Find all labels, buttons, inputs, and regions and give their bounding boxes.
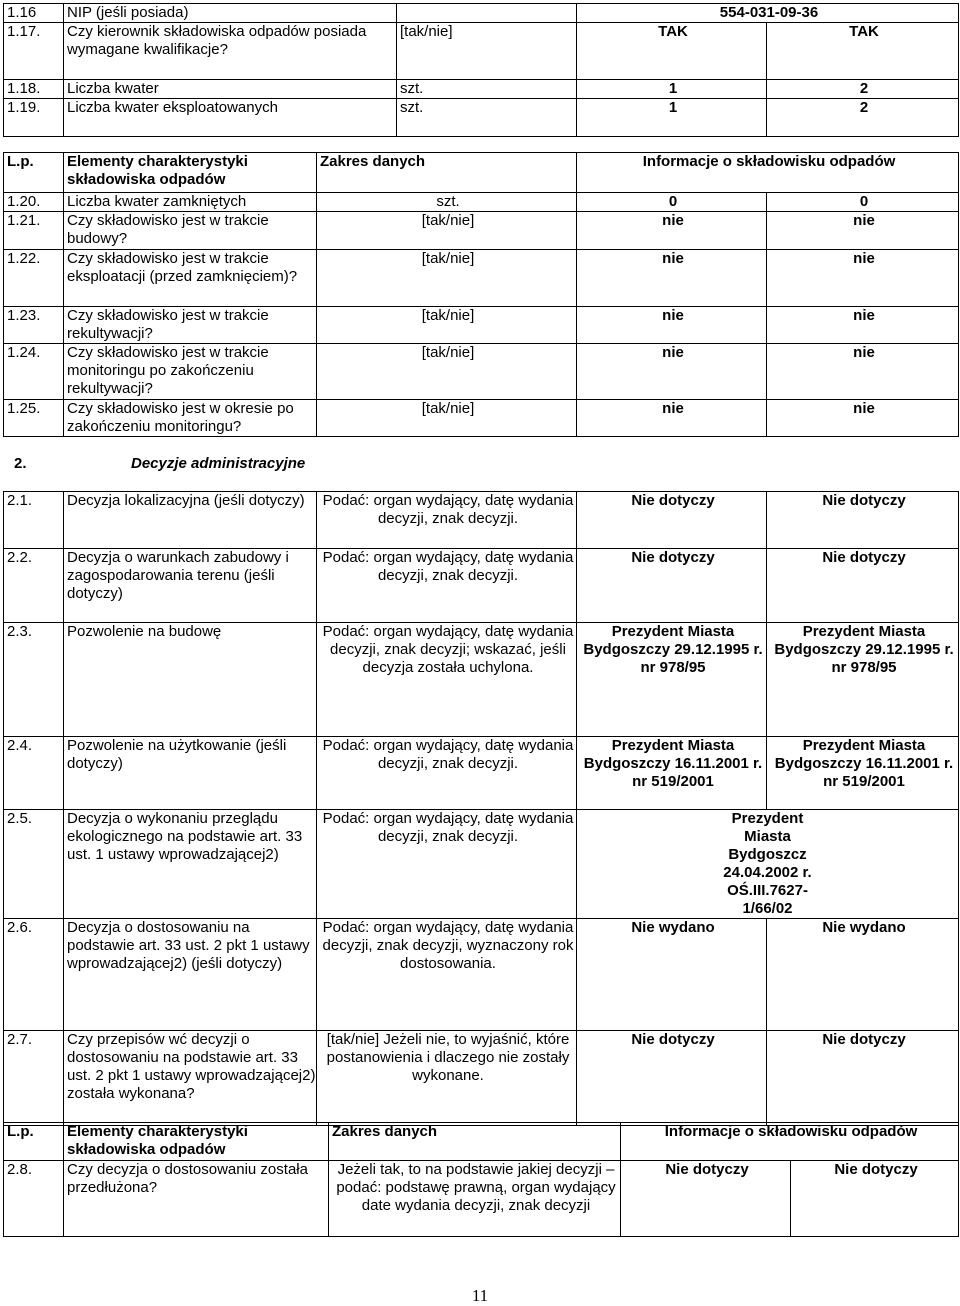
table-row [4, 212, 959, 250]
table-characteristics [3, 152, 959, 437]
table-top [3, 3, 959, 137]
section-heading [14, 455, 305, 472]
row-range: [tak/nie] Jeżeli nie, to wyjaśnić, które postanowienia i dlaczego nie zostały wykonane. [317, 1031, 577, 1126]
value-2: Nie dotyczy [791, 1161, 959, 1237]
row-number: 2.1. [4, 492, 64, 549]
header-range: Zakres danych [329, 1123, 621, 1161]
value-1: nie [577, 307, 767, 344]
value-2: nie [767, 250, 959, 307]
row-label: Decyzja o dostosowaniu na podstawie art. 33 ust. 2 pkt 1 ustawy wprowadzającej2) (jeśli dotyczy) [64, 919, 317, 1031]
value-1: nie [577, 212, 767, 250]
row-range: [tak/nie] [317, 250, 577, 307]
table-row [4, 307, 959, 344]
section-number: 2. [14, 455, 27, 472]
table-row [4, 623, 959, 737]
section-title: Decyzje administracyjne [131, 455, 306, 472]
row-range: szt. [397, 99, 577, 137]
row-label: Pozwolenie na budowę [64, 623, 317, 737]
value-1: TAK [577, 23, 767, 80]
value-2: 0 [767, 193, 959, 212]
value-2: Nie dotyczy [767, 549, 959, 623]
row-number: 1.17. [4, 23, 64, 80]
table-row [4, 810, 959, 919]
value-2: TAK [767, 23, 959, 80]
row-range: Podać: organ wydający, datę wydania decyzji, znak decyzji, wyznaczony rok dostosowania. [317, 919, 577, 1031]
value-1: nie [577, 400, 767, 437]
table-header [4, 153, 959, 193]
row-number: 2.3. [4, 623, 64, 737]
table-row [4, 737, 959, 810]
row-number: 1.18. [4, 80, 64, 99]
table-row [4, 80, 959, 99]
table-row [4, 23, 959, 80]
row-label: Pozwolenie na użytkowanie (jeśli dotyczy) [64, 737, 317, 810]
value-1: Nie dotyczy [577, 492, 767, 549]
value-2: Nie dotyczy [767, 1031, 959, 1126]
row-range: szt. [397, 80, 577, 99]
row-label: Liczba kwater [64, 80, 397, 99]
row-label: Czy przepisów wć decyzji o dostosowaniu na podstawie art. 33 ust. 2 pkt 1 ustawy wprowadzającej2) została wykonana? [64, 1031, 317, 1126]
table-row [4, 492, 959, 549]
value-1: Nie dotyczy [577, 1031, 767, 1126]
header-elements: Elementy charakterystyki składowiska odpadów [64, 1123, 329, 1161]
value-1: 1 [577, 80, 767, 99]
value-2: nie [767, 400, 959, 437]
header-info: Informacje o składowisku odpadów [577, 153, 959, 193]
row-label: Liczba kwater eksploatowanych [64, 99, 397, 137]
value-2: 2 [767, 99, 959, 137]
page-number: 11 [471, 1286, 489, 1305]
table-header [4, 1123, 959, 1161]
row-number: 2.5. [4, 810, 64, 919]
value-1: nie [577, 344, 767, 400]
header-info: Informacje o składowisku odpadów [621, 1123, 959, 1161]
table-row [4, 344, 959, 400]
row-label: NIP (jeśli posiada) [64, 4, 397, 23]
row-number: 2.2. [4, 549, 64, 623]
row-number: 1.20. [4, 193, 64, 212]
row-range [397, 4, 577, 23]
table-bottom [3, 1122, 959, 1237]
value-1: Nie dotyczy [621, 1161, 791, 1237]
row-number: 1.23. [4, 307, 64, 344]
table-row [4, 400, 959, 437]
header-range: Zakres danych [317, 153, 577, 193]
value-2: nie [767, 212, 959, 250]
table-row [4, 919, 959, 1031]
table-row [4, 250, 959, 307]
row-range: Podać: organ wydający, datę wydania decyzji, znak decyzji. [317, 549, 577, 623]
row-label: Czy decyzja o dostosowaniu została przedłużona? [64, 1161, 329, 1237]
row-label: Czy składowisko jest w trakcie rekultywacji? [64, 307, 317, 344]
row-range: Podać: organ wydający, datę wydania decyzji, znak decyzji. [317, 492, 577, 549]
table-row [4, 4, 959, 23]
row-number: 1.24. [4, 344, 64, 400]
value-1: Nie wydano [577, 919, 767, 1031]
row-range: szt. [317, 193, 577, 212]
header-lp: L.p. [4, 1123, 64, 1161]
value-1: Prezydent Miasta Bydgoszczy 16.11.2001 r. nr 519/2001 [577, 737, 767, 810]
table-row [4, 99, 959, 137]
row-range: [tak/nie] [317, 400, 577, 437]
value-2: nie [767, 307, 959, 344]
table-row [4, 549, 959, 623]
value-1: nie [577, 250, 767, 307]
value-2: Prezydent Miasta Bydgoszczy 29.12.1995 r. nr 978/95 [767, 623, 959, 737]
value-2: Prezydent Miasta Bydgoszczy 16.11.2001 r. nr 519/2001 [767, 737, 959, 810]
table-row [4, 1031, 959, 1126]
value-1: 0 [577, 193, 767, 212]
row-number: 1.21. [4, 212, 64, 250]
row-number: 1.16 [4, 4, 64, 23]
row-label: Czy składowisko jest w trakcie monitoringu po zakończeniu rekultywacji? [64, 344, 317, 400]
value-1: Prezydent Miasta Bydgoszczy 29.12.1995 r. nr 978/95 [577, 623, 767, 737]
row-number: 1.19. [4, 99, 64, 137]
row-label: Liczba kwater zamkniętych [64, 193, 317, 212]
row-range: [tak/nie] [317, 212, 577, 250]
row-range: [tak/nie] [317, 344, 577, 400]
row-number: 1.25. [4, 400, 64, 437]
row-range: Podać: organ wydający, datę wydania decyzji, znak decyzji. [317, 737, 577, 810]
row-label: Czy składowisko jest w okresie po zakończeniu monitoringu? [64, 400, 317, 437]
row-label: Decyzja lokalizacyjna (jeśli dotyczy) [64, 492, 317, 549]
row-number: 2.6. [4, 919, 64, 1031]
nip-value: 554-031-09-36 [577, 4, 959, 23]
row-label: Decyzja o warunkach zabudowy i zagospodarowania terenu (jeśli dotyczy) [64, 549, 317, 623]
value-2: Nie dotyczy [767, 492, 959, 549]
value-2: Nie wydano [767, 919, 959, 1031]
table-row [4, 193, 959, 212]
row-label: Czy składowisko jest w trakcie eksploatacji (przed zamknięciem)? [64, 250, 317, 307]
row-number: 2.8. [4, 1161, 64, 1237]
row-range: [tak/nie] [317, 307, 577, 344]
row-number: 1.22. [4, 250, 64, 307]
row-label: Decyzja o wykonaniu przeglądu ekologicznego na podstawie art. 33 ust. 1 ustawy wprowadzającej2) [64, 810, 317, 919]
value-1: 1 [577, 99, 767, 137]
row-label: Czy kierownik składowiska odpadów posiada wymagane kwalifikacje? [64, 23, 397, 80]
merged-value: Prezydent Miasta Bydgoszcz 24.04.2002 r. OŚ.III.7627-1/66/02 [577, 810, 959, 919]
row-label: Czy składowisko jest w trakcie budowy? [64, 212, 317, 250]
row-range: Podać: organ wydający, datę wydania decyzji, znak decyzji. [317, 810, 577, 919]
value-2: 2 [767, 80, 959, 99]
header-lp: L.p. [4, 153, 64, 193]
table-decisions [3, 491, 959, 1126]
header-elements: Elementy charakterystyki składowiska odpadów [64, 153, 317, 193]
row-range: Jeżeli tak, to na podstawie jakiej decyzji – podać: podstawę prawną, organ wydający date wydania decyzji, znak decyzji [329, 1161, 621, 1237]
value-2: nie [767, 344, 959, 400]
table-row [4, 1161, 959, 1237]
value-1: Nie dotyczy [577, 549, 767, 623]
row-number: 2.7. [4, 1031, 64, 1126]
row-number: 2.4. [4, 737, 64, 810]
row-range: Podać: organ wydający, datę wydania decyzji, znak decyzji; wskazać, jeśli decyzja została uchylona. [317, 623, 577, 737]
row-range: [tak/nie] [397, 23, 577, 80]
